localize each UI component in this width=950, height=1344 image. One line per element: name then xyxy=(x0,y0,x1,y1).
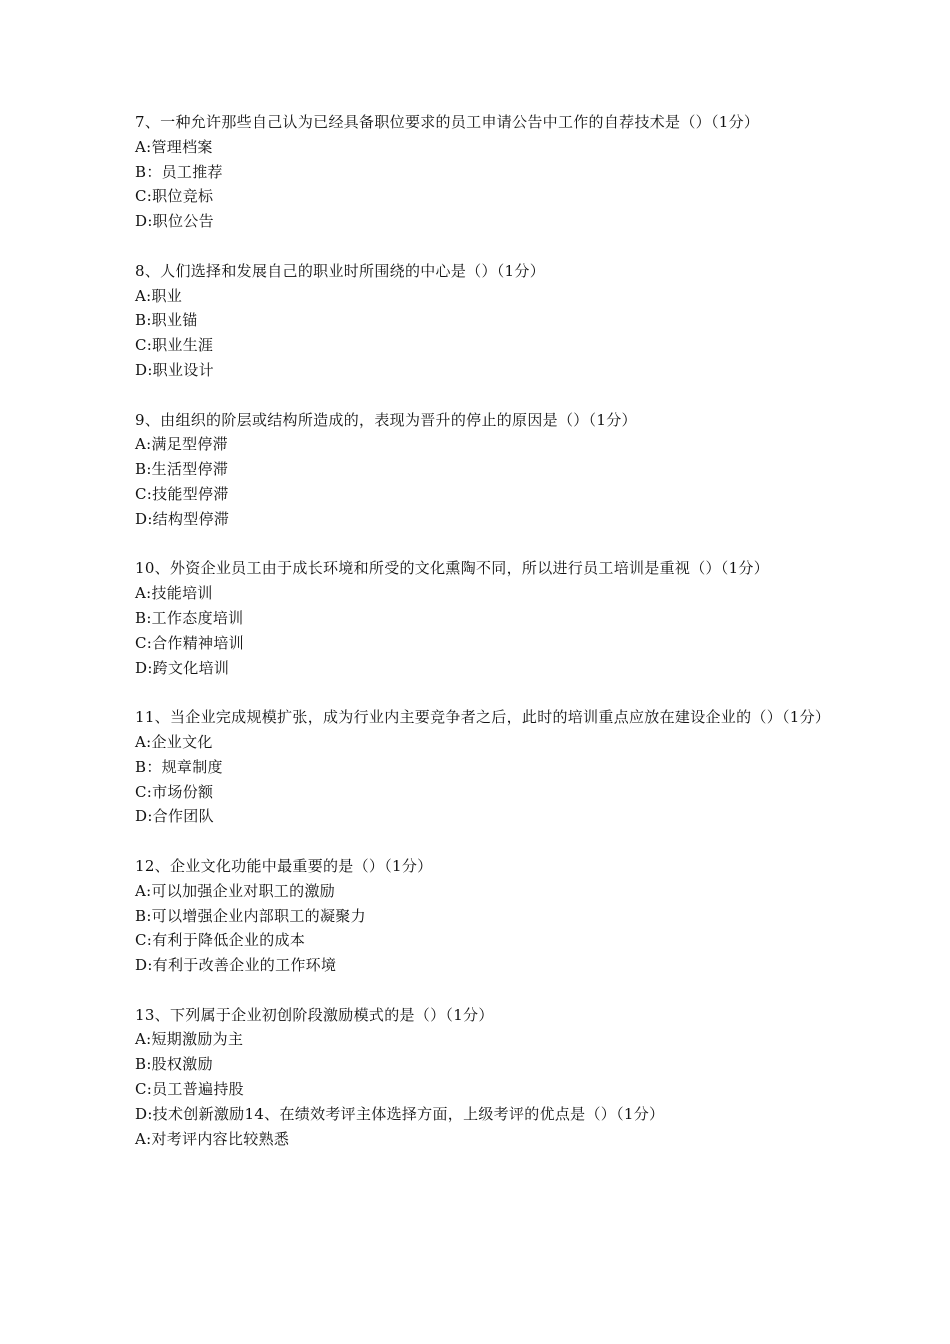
question-block-10 xyxy=(135,556,835,680)
question-block-13 xyxy=(135,1003,835,1152)
question-block-8 xyxy=(135,259,835,383)
option-a: A:满足型停滞 xyxy=(135,435,228,454)
question-text: 12、企业文化功能中最重要的是（）（1分） xyxy=(135,856,433,875)
option-b: B:职业锚 xyxy=(135,311,198,330)
option-b: B:生活型停滞 xyxy=(135,460,229,479)
question-text: 10、外资企业员工由于成长环境和所受的文化熏陶不同，所以进行员工培训是重视（）（1分） xyxy=(135,559,770,578)
option-c: C:员工普遍持股 xyxy=(135,1080,244,1099)
question-text: 8、人们选择和发展自己的职业时所围绕的中心是（）（1分） xyxy=(135,261,545,280)
option-c: C:有利于降低企业的成本 xyxy=(135,931,306,950)
option-d: D:合作团队 xyxy=(135,807,214,826)
option-b: B:工作态度培训 xyxy=(135,608,244,627)
option-c: C:职位竞标 xyxy=(135,187,214,206)
question-text: 13、下列属于企业初创阶段激励模式的是（）（1分） xyxy=(135,1005,494,1024)
option-d: D:结构型停滞 xyxy=(135,509,230,528)
option-c: C:市场份额 xyxy=(135,782,214,801)
option-b: B：规章制度 xyxy=(135,757,223,776)
option-d: D:职位公告 xyxy=(135,212,214,231)
option-d: D:跨文化培训 xyxy=(135,658,230,677)
option-a: A:可以加强企业对职工的激励 xyxy=(135,881,336,900)
option-d: D:职业设计 xyxy=(135,360,214,379)
option-c: C:合作精神培训 xyxy=(135,633,244,652)
question-text: 11、当企业完成规模扩张，成为行业内主要竞争者之后，此时的培训重点应放在建设企业的（）（1分） xyxy=(135,708,831,727)
option-a: A:职业 xyxy=(135,286,183,305)
option-c: C:职业生涯 xyxy=(135,336,214,355)
question-block-7 xyxy=(135,110,835,234)
question-text: 9、由组织的阶层或结构所造成的，表现为晋升的停止的原因是（）（1分） xyxy=(135,410,637,429)
question-block-11 xyxy=(135,705,835,829)
question-text: 7、一种允许那些自己认为已经具备职位要求的员工申请公告中工作的自荐技术是（）（1分） xyxy=(135,113,760,131)
option-b: B:可以增强企业内部职工的凝聚力 xyxy=(135,906,366,925)
option-b: B：员工推荐 xyxy=(135,162,223,181)
option-c: C:技能型停滞 xyxy=(135,484,229,503)
option-d: D:有利于改善企业的工作环境 xyxy=(135,956,337,975)
option-a: A:企业文化 xyxy=(135,732,213,751)
option-d-with-question-14: D:技术创新激励14、在绩效考评主体选择方面，上级考评的优点是（）（1分） xyxy=(135,1104,665,1123)
question-list xyxy=(135,110,835,1151)
option-b: B:股权激励 xyxy=(135,1055,213,1074)
question-block-9 xyxy=(135,408,835,532)
option-a: A:技能培训 xyxy=(135,584,213,603)
option-a: A:对考评内容比较熟悉 xyxy=(135,1129,290,1148)
question-block-12 xyxy=(135,854,835,978)
option-a: A:管理档案 xyxy=(135,137,213,156)
option-a: A:短期激励为主 xyxy=(135,1030,244,1049)
